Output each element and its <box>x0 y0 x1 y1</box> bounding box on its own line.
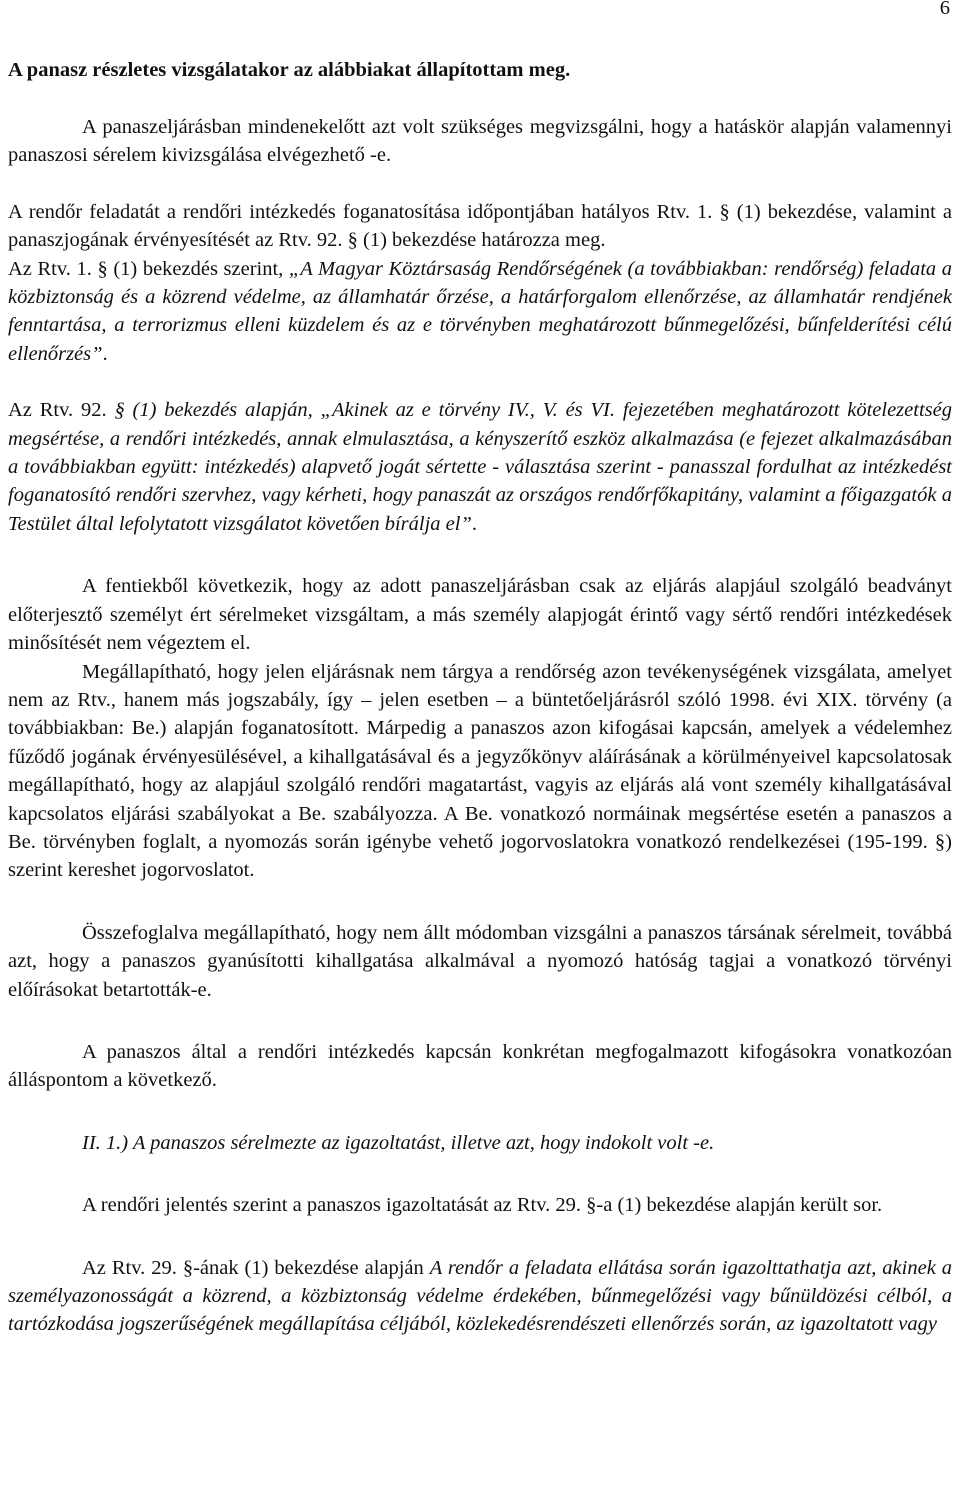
document-body <box>8 113 952 1339</box>
page-number: 6 <box>939 0 950 19</box>
paragraph-rtv-29-quote: A rendőr a feladata ellátása során igazolttathatja azt, akinek a személyazonosságát a közrend, a közbiztonság védelme érdekében, bűnmegelőzési vagy bűnüldözési célból, a tartózkodása jogszerűségének megállapítása céljából, közlekedésrendészeti ellenőrzés során, az igazoltatott vagy <box>8 1256 953 1336</box>
paragraph-rtv-92-quote: § (1) bekezdés alapján, „Akinek az e törvény IV., V. és VI. fejezetében meghatározott kötelezettség megsértése, a rendőri intézkedés, annak elmulasztása, a kényszerítő eszköz alkalmazása (e fejezet alkalmazásában a továbbiakban együtt: intézkedés) alapvető jogát sértette - választása szerint - panasszal fordulhat az intézkedést foganatosító rendőri szervhez, vagy kérheti, hogy panaszát az országos rendőrfőkapitány, valamint a főigazgatók a Testület által lefolytatott vizsgálatot követően bírálja el” <box>8 399 952 535</box>
paragraph-rtv-1-quote: „A Magyar Köztársaság Rendőrségének (a továbbiakban: rendőrség) feladata a közbiztonság és a közrend védelme, az államhatár őrzése, a határforgalom ellenőrzése, az államhatár rendjének fenntartása, a terrorizmus elleni küzdelem és az e törvényben meghatározott bűnmegelőzési, bűnfelderítési célú ellenőrzés” <box>8 257 952 365</box>
paragraph-rtv-92-end: . <box>471 512 477 535</box>
paragraph-rtv-1-lead: Az Rtv. 1. § (1) bekezdés szerint, <box>8 257 289 280</box>
paragraph-megallapithato: Megállapítható, hogy jelen eljárásnak nem tárgya a rendőrség azon tevékenységének vizsgálata, amelyet nem az Rtv., hanem más jogszabály, így – jelen esetben – a büntetőeljárásról szóló 1998. évi XIX. törvény (a továbbiakban: Be.) alapján foganatosított. Márpedig a panaszos azon kifogásai kapcsán, amelyek a védelemhez fűződő jogának érvényesülésével, a kihallgatásával és a jegyzőkönyv aláírásának a körülményeivel kapcsolatosak megállapítható, hogy az alapjául szolgáló rendőri magatartást, vagyis az eljárás alá vont személy kihallgatásával kapcsolatos eljárási szabályokat a Be. szabályozza. A Be. vonatkozó normáinak megsértése esetén a panaszos a Be. törvényben foglalt, a nyomozás során igénybe vehető jogorvoslatokra vonatkozó rendelkezései (195-199. §) szerint kereshet jogorvoslatot. <box>8 660 952 882</box>
paragraph-hataskor: A panaszeljárásban mindenekelőtt azt volt szükséges megvizsgálni, hogy a hatáskör alapján valamennyi panaszosi sérelem kivizsgálása elvégezhető -e. <box>8 116 952 167</box>
paragraph-rtv-92-lead: Az Rtv. 92. <box>8 399 115 422</box>
paragraph-rendor-feladata: A rendőr feladatát a rendőri intézkedés foganatosítása időpontjában hatályos Rtv. 1. § (1) bekezdése, valamint a panaszjogának érvényesítését az Rtv. 92. § (1) bekezdése határozza meg. <box>8 200 952 252</box>
paragraph-kifogasok: A panaszos által a rendőri intézkedés kapcsán konkrétan megfogalmazott kifogásokra vonatkozóan álláspontom a következő. <box>8 1040 952 1092</box>
paragraph-rendori-jelentes: A rendőri jelentés szerint a panaszos igazoltatását az Rtv. 29. §-a (1) bekezdése alapján került sor. <box>82 1194 883 1217</box>
paragraph-rtv-29 <box>8 1254 952 1339</box>
paragraph-rtv-1-end: . <box>102 342 108 365</box>
paragraph-rtv-1 <box>8 255 952 369</box>
paragraph-fentiekbol: A fentiekből következik, hogy az adott panaszeljárásban csak az eljárás alapjául szolgáló beadványt előterjesztő személyt ért sérelmeket vizsgáltam, a más személy alapjogát érintő vagy sértő rendőri intézkedések minősítését nem végeztem el. <box>8 575 952 655</box>
section-heading-igazoltatas: II. 1.) A panaszos sérelmezte az igazoltatást, illetve azt, hogy indokolt volt -e. <box>82 1131 715 1154</box>
paragraph-rtv-92 <box>8 396 952 538</box>
page-heading: A panasz részletes vizsgálatakor az alábbiakat állapítottam meg. <box>8 59 571 81</box>
paragraph-osszefoglalva: Összefoglalva megállapítható, hogy nem állt módomban vizsgálni a panaszos társának sérelmeit, továbbá azt, hogy a panaszos gyanúsítotti kihallgatása alkalmával a nyomozó hatóság tagjai a vonatkozó törvényi előírásokat betartották-e. <box>8 921 952 1001</box>
paragraph-rtv-29-lead: Az Rtv. 29. §-ának (1) bekezdése alapján <box>82 1256 430 1279</box>
